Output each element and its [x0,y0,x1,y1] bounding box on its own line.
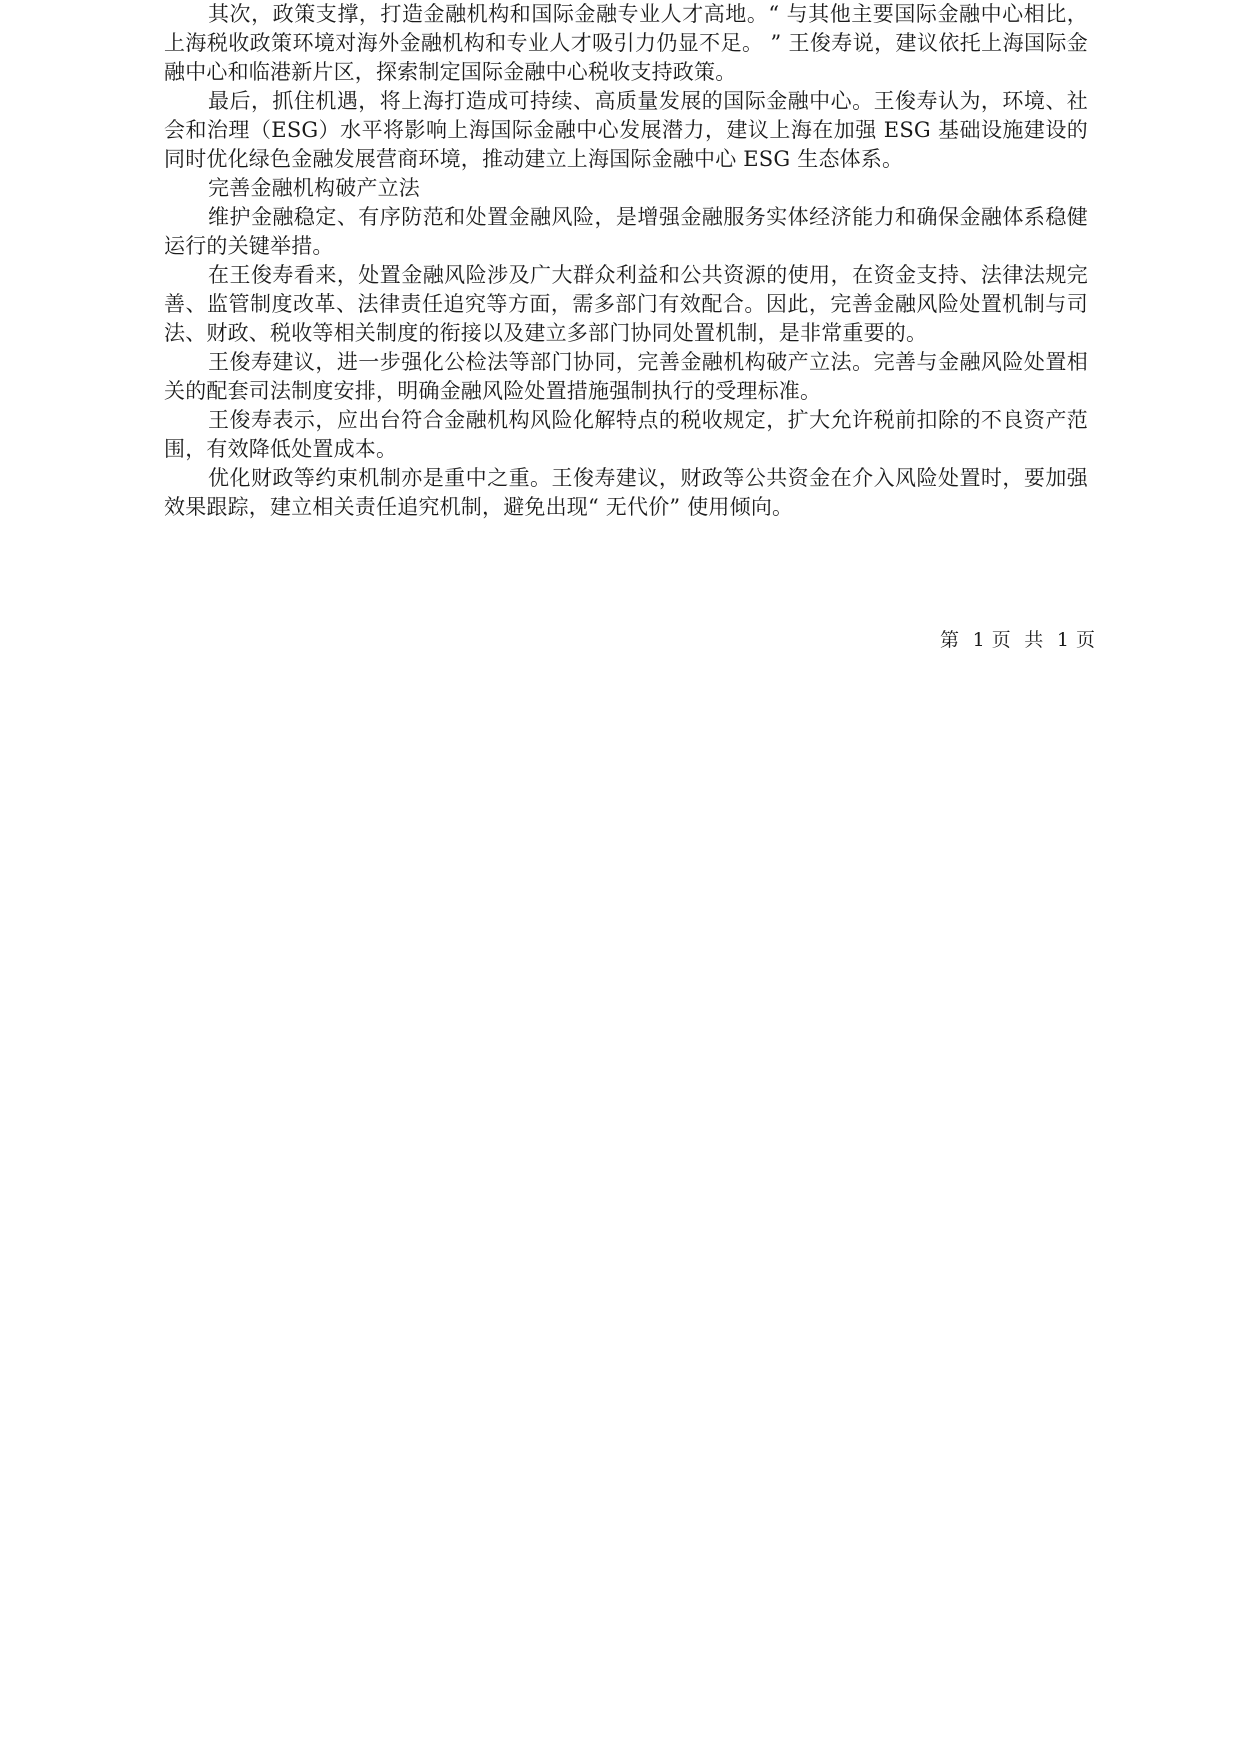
paragraph-tax-rules: 王俊寿表示，应出台符合金融机构风险化解特点的税收规定，扩大允许税前扣除的不良资产范围，有效降低处置成本。 [164,408,1088,461]
paragraph-fiscal-constraints: 优化财政等约束机制亦是重中之重。王俊寿建议，财政等公共资金在介入风险处置时，要加强效果跟踪，建立相关责任追究机制，避免出现“ 无代价” 使用倾向。 [164,466,1088,519]
paragraph-financial-stability: 维护金融稳定、有序防范和处置金融风险，是增强金融服务实体经济能力和确保金融体系稳健运行的关键举措。 [164,205,1088,258]
page-number-footer: 第 1 页 共 1 页 [940,629,1096,651]
document-body [164,0,1088,522]
section-heading-bankruptcy-law: 完善金融机构破产立法 [208,176,420,200]
paragraph-judicial-coordination: 王俊寿建议，进一步强化公检法等部门协同，完善金融机构破产立法。完善与金融风险处置相关的配套司法制度安排，明确金融风险处置措施强制执行的受理标准。 [164,350,1088,403]
paragraph-policy-support: 其次，政策支撑，打造金融机构和国际金融专业人才高地。“ 与其他主要国际金融中心相比，上海税收政策环境对海外金融机构和专业人才吸引力仍显不足。 ” 王俊寿说，建议依托上海国际金融中心和临港新片区，探索制定国际金融中心税收支持政策。 [164,2,1088,84]
paragraph-esg: 最后，抓住机遇，将上海打造成可持续、高质量发展的国际金融中心。王俊寿认为，环境、社会和治理（ESG）水平将影响上海国际金融中心发展潜力，建议上海在加强 ESG 基础设施建设的同时优化绿色金融发展营商环境，推动建立上海国际金融中心 ESG 生态体系。 [164,89,1088,171]
paragraph-multi-department: 在王俊寿看来，处置金融风险涉及广大群众利益和公共资源的使用，在资金支持、法律法规完善、监管制度改革、法律责任追究等方面，需多部门有效配合。因此，完善金融风险处置机制与司法、财政、税收等相关制度的衔接以及建立多部门协同处置机制，是非常重要的。 [164,263,1088,345]
